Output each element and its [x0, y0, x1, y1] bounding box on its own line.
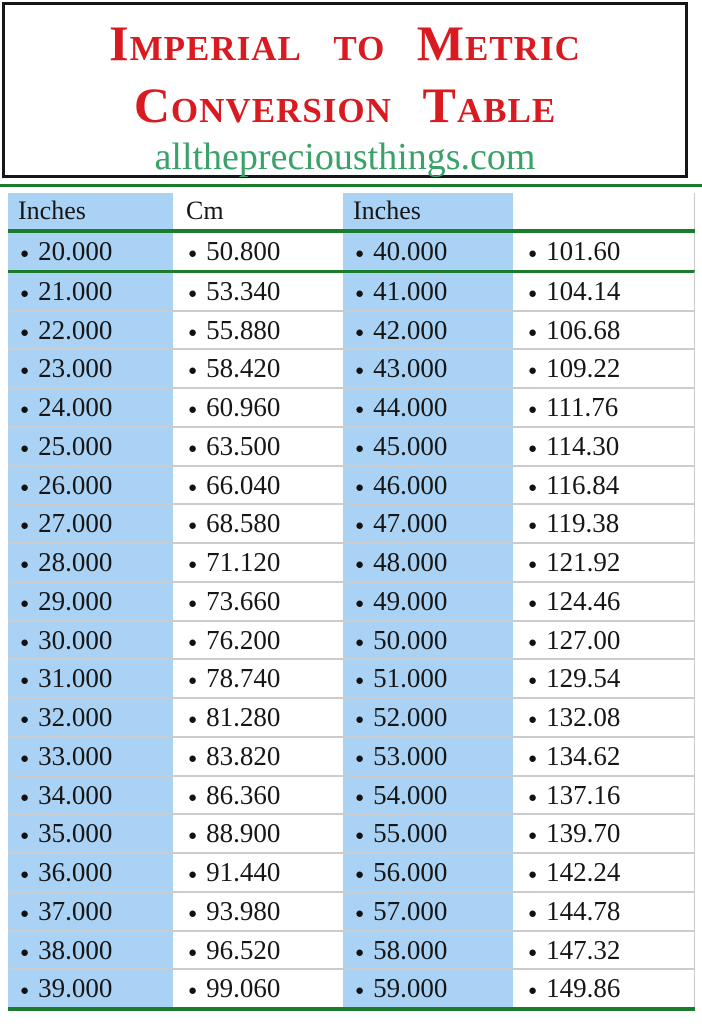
- table-row: [8, 930, 695, 969]
- bullet-icon: ●: [528, 557, 538, 573]
- cell-value: 21.000: [38, 275, 113, 306]
- cell-cm: [516, 970, 694, 1007]
- cell-cm: [176, 389, 340, 426]
- cell-cm: [176, 777, 340, 814]
- bullet-icon: ●: [20, 712, 30, 728]
- cell-inches: [343, 893, 513, 930]
- cell-value: 40.000: [373, 236, 448, 266]
- cell-value: 119.38: [546, 508, 620, 539]
- cell-value: 59.000: [373, 973, 448, 1004]
- conversion-table: [8, 193, 695, 1011]
- cell-value: 144.78: [546, 895, 621, 926]
- cell-value: 142.24: [546, 857, 621, 887]
- bullet-icon: ●: [188, 246, 198, 262]
- cell-value: 57.000: [373, 895, 448, 926]
- cell-value: 127.00: [546, 624, 621, 655]
- column-header-inches-left: Inches: [8, 193, 173, 229]
- cell-value: 114.30: [546, 430, 620, 461]
- bullet-icon: ●: [528, 402, 538, 418]
- cell-value: 41.000: [373, 275, 448, 306]
- cell-inches: [343, 854, 513, 891]
- cell-value: 53.340: [206, 275, 281, 306]
- cell-value: 116.84: [546, 469, 620, 500]
- cell-inches: [8, 777, 173, 814]
- conversion-table-body: [8, 233, 695, 1007]
- bullet-icon: ●: [355, 867, 365, 883]
- cell-value: 55.880: [206, 314, 281, 345]
- cell-cm: [176, 428, 340, 465]
- cell-value: 29.000: [38, 585, 113, 616]
- bullet-icon: ●: [188, 479, 198, 496]
- cell-cm: [516, 467, 694, 504]
- bullet-icon: ●: [528, 324, 538, 341]
- bullet-icon: ●: [528, 595, 538, 612]
- cell-value: 96.520: [206, 934, 281, 965]
- cell-cm: [176, 350, 340, 387]
- cell-value: 34.000: [38, 779, 113, 810]
- cell-value: 58.420: [206, 353, 281, 384]
- cell-value: 91.440: [206, 857, 281, 887]
- cell-value: 129.54: [546, 663, 621, 694]
- cell-value: 63.500: [206, 430, 281, 461]
- cell-inches: [8, 467, 173, 504]
- table-row: [8, 270, 695, 310]
- cell-inches: [8, 699, 173, 736]
- bullet-icon: ●: [528, 983, 538, 1000]
- cell-cm: [176, 932, 340, 969]
- cell-inches: [343, 389, 513, 426]
- column-header-inches-right: Inches: [343, 193, 513, 229]
- cell-value: 32.000: [38, 702, 113, 732]
- cell-cm: [176, 312, 340, 349]
- cell-value: 60.960: [206, 392, 281, 422]
- bullet-icon: ●: [355, 828, 365, 845]
- cell-value: 24.000: [38, 392, 113, 422]
- bullet-icon: ●: [355, 789, 365, 806]
- bullet-icon: ●: [528, 285, 538, 302]
- cell-inches: [343, 273, 513, 310]
- cell-value: 51.000: [373, 663, 448, 694]
- bullet-icon: ●: [188, 867, 198, 883]
- bullet-icon: ●: [20, 750, 30, 767]
- bullet-icon: ●: [20, 944, 30, 961]
- table-row: [8, 620, 695, 659]
- cell-inches: [343, 233, 513, 270]
- bullet-icon: ●: [20, 479, 30, 496]
- table-row: [8, 233, 695, 270]
- cell-cm: [176, 544, 340, 581]
- cell-value: 37.000: [38, 895, 113, 926]
- bullet-icon: ●: [20, 324, 30, 341]
- cell-value: 76.200: [206, 624, 281, 655]
- cell-inches: [8, 233, 173, 270]
- cell-inches: [8, 544, 173, 581]
- cell-inches: [343, 544, 513, 581]
- cell-inches: [8, 738, 173, 775]
- cell-value: 71.120: [206, 547, 281, 577]
- bullet-icon: ●: [528, 479, 538, 496]
- table-bottom-rule: [8, 1007, 695, 1011]
- bullet-icon: ●: [528, 905, 538, 922]
- cell-cm: [176, 622, 340, 659]
- bullet-icon: ●: [355, 479, 365, 496]
- bullet-icon: ●: [188, 905, 198, 922]
- cell-inches: [8, 660, 173, 697]
- cell-value: 50.800: [206, 236, 281, 266]
- cell-value: 33.000: [38, 740, 113, 771]
- bullet-icon: ●: [355, 518, 365, 535]
- cell-inches: [343, 583, 513, 620]
- cell-value: 124.46: [546, 585, 621, 616]
- cell-value: 111.76: [546, 392, 619, 422]
- cell-cm: [516, 312, 694, 349]
- cell-value: 81.280: [206, 702, 281, 732]
- cell-cm: [516, 622, 694, 659]
- bullet-icon: ●: [528, 673, 538, 690]
- website-url: allthepreciousthings.com: [154, 136, 536, 178]
- bullet-icon: ●: [20, 402, 30, 418]
- table-row: [8, 503, 695, 542]
- cell-inches: [8, 932, 173, 969]
- bullet-icon: ●: [188, 363, 198, 380]
- cell-inches: [343, 622, 513, 659]
- page-title-line1: Imperial to Metric: [109, 15, 581, 71]
- cell-value: 106.68: [546, 314, 621, 345]
- cell-inches: [343, 350, 513, 387]
- cell-value: 20.000: [38, 236, 113, 266]
- bullet-icon: ●: [528, 363, 538, 380]
- cell-value: 47.000: [373, 508, 448, 539]
- cell-inches: [343, 660, 513, 697]
- cell-cm: [516, 660, 694, 697]
- table-row: [8, 658, 695, 697]
- bullet-icon: ●: [355, 324, 365, 341]
- cell-cm: [516, 815, 694, 852]
- bullet-icon: ●: [20, 363, 30, 380]
- cell-cm: [516, 350, 694, 387]
- cell-cm: [516, 854, 694, 891]
- cell-value: 88.900: [206, 818, 281, 849]
- bullet-icon: ●: [528, 440, 538, 457]
- cell-inches: [343, 312, 513, 349]
- cell-value: 83.820: [206, 740, 281, 771]
- cell-value: 99.060: [206, 973, 281, 1004]
- cell-value: 139.70: [546, 818, 621, 849]
- cell-cm: [516, 428, 694, 465]
- table-row: [8, 852, 695, 891]
- bullet-icon: ●: [528, 867, 538, 883]
- cell-cm: [176, 273, 340, 310]
- cell-value: 48.000: [373, 547, 448, 577]
- title-box: [2, 2, 688, 178]
- cell-inches: [343, 738, 513, 775]
- cell-cm: [176, 660, 340, 697]
- cell-value: 101.60: [546, 236, 621, 266]
- table-row: [8, 426, 695, 465]
- cell-cm: [176, 467, 340, 504]
- cell-value: 73.660: [206, 585, 281, 616]
- cell-value: 55.000: [373, 818, 448, 849]
- table-row: [8, 387, 695, 426]
- table-row: [8, 697, 695, 736]
- cell-value: 66.040: [206, 469, 281, 500]
- cell-value: 46.000: [373, 469, 448, 500]
- bullet-icon: ●: [528, 518, 538, 535]
- cell-value: 45.000: [373, 430, 448, 461]
- cell-inches: [343, 467, 513, 504]
- cell-inches: [8, 854, 173, 891]
- cell-inches: [8, 312, 173, 349]
- cell-value: 22.000: [38, 314, 113, 345]
- cell-cm: [516, 233, 694, 270]
- bullet-icon: ●: [188, 285, 198, 302]
- bullet-icon: ●: [188, 324, 198, 341]
- cell-value: 25.000: [38, 430, 113, 461]
- cell-cm: [516, 389, 694, 426]
- cell-value: 134.62: [546, 740, 621, 771]
- bullet-icon: ●: [188, 712, 198, 728]
- cell-inches: [8, 389, 173, 426]
- bullet-icon: ●: [20, 828, 30, 845]
- cell-inches: [8, 815, 173, 852]
- cell-inches: [8, 622, 173, 659]
- cell-value: 93.980: [206, 895, 281, 926]
- cell-inches: [343, 428, 513, 465]
- cell-cm: [176, 893, 340, 930]
- cell-cm: [516, 544, 694, 581]
- bullet-icon: ●: [528, 944, 538, 961]
- bullet-icon: ●: [355, 905, 365, 922]
- cell-value: 52.000: [373, 702, 448, 732]
- cell-cm: [176, 815, 340, 852]
- cell-inches: [343, 970, 513, 1007]
- bullet-icon: ●: [20, 867, 30, 883]
- cell-value: 137.16: [546, 779, 621, 810]
- bullet-icon: ●: [355, 750, 365, 767]
- page-title-line2: Conversion Table: [133, 77, 557, 133]
- cell-cm: [516, 932, 694, 969]
- bullet-icon: ●: [528, 750, 538, 767]
- bullet-icon: ●: [355, 440, 365, 457]
- cell-cm: [176, 738, 340, 775]
- cell-value: 58.000: [373, 934, 448, 965]
- bullet-icon: ●: [188, 673, 198, 690]
- bullet-icon: ●: [20, 518, 30, 535]
- bullet-icon: ●: [355, 285, 365, 302]
- bullet-icon: ●: [528, 789, 538, 806]
- cell-value: 30.000: [38, 624, 113, 655]
- table-row: [8, 465, 695, 504]
- bullet-icon: ●: [355, 983, 365, 1000]
- cell-cm: [516, 738, 694, 775]
- bullet-icon: ●: [20, 905, 30, 922]
- cell-cm: [176, 699, 340, 736]
- bullet-icon: ●: [188, 983, 198, 1000]
- table-row: [8, 775, 695, 814]
- bullet-icon: ●: [20, 595, 30, 612]
- bullet-icon: ●: [20, 789, 30, 806]
- bullet-icon: ●: [20, 983, 30, 1000]
- table-row: [8, 348, 695, 387]
- bullet-icon: ●: [188, 828, 198, 845]
- cell-value: 56.000: [373, 857, 448, 887]
- bullet-icon: ●: [188, 518, 198, 535]
- cell-value: 31.000: [38, 663, 113, 694]
- cell-value: 43.000: [373, 353, 448, 384]
- table-row: [8, 736, 695, 775]
- cell-value: 42.000: [373, 314, 448, 345]
- bullet-icon: ●: [188, 440, 198, 457]
- cell-inches: [8, 428, 173, 465]
- bullet-icon: ●: [20, 673, 30, 690]
- bullet-icon: ●: [20, 246, 30, 262]
- bullet-icon: ●: [355, 712, 365, 728]
- bullet-icon: ●: [20, 285, 30, 302]
- cell-inches: [8, 583, 173, 620]
- bullet-icon: ●: [355, 634, 365, 651]
- cell-value: 27.000: [38, 508, 113, 539]
- cell-inches: [8, 970, 173, 1007]
- table-row: [8, 542, 695, 581]
- cell-cm: [516, 505, 694, 542]
- cell-cm: [516, 699, 694, 736]
- cell-cm: [176, 505, 340, 542]
- bullet-icon: ●: [355, 944, 365, 961]
- bullet-icon: ●: [355, 246, 365, 262]
- table-row: [8, 891, 695, 930]
- cell-value: 132.08: [546, 702, 621, 732]
- cell-inches: [8, 893, 173, 930]
- cell-value: 28.000: [38, 547, 113, 577]
- bullet-icon: ●: [188, 595, 198, 612]
- bullet-icon: ●: [355, 363, 365, 380]
- cell-value: 109.22: [546, 353, 621, 384]
- cell-value: 36.000: [38, 857, 113, 887]
- cell-cm: [176, 970, 340, 1007]
- cell-inches: [343, 777, 513, 814]
- cell-inches: [343, 505, 513, 542]
- cell-value: 39.000: [38, 973, 113, 1004]
- header-divider-rule: [0, 184, 702, 187]
- bullet-icon: ●: [20, 557, 30, 573]
- cell-value: 86.360: [206, 779, 281, 810]
- cell-cm: [516, 273, 694, 310]
- bullet-icon: ●: [355, 402, 365, 418]
- cell-value: 23.000: [38, 353, 113, 384]
- cell-value: 121.92: [546, 547, 621, 577]
- cell-cm: [516, 583, 694, 620]
- cell-value: 53.000: [373, 740, 448, 771]
- cell-value: 78.740: [206, 663, 281, 694]
- bullet-icon: ●: [188, 789, 198, 806]
- bullet-icon: ●: [188, 634, 198, 651]
- bullet-icon: ●: [188, 750, 198, 767]
- cell-value: 49.000: [373, 585, 448, 616]
- cell-inches: [343, 815, 513, 852]
- bullet-icon: ●: [355, 595, 365, 612]
- cell-inches: [8, 350, 173, 387]
- cell-value: 35.000: [38, 818, 113, 849]
- cell-cm: [176, 854, 340, 891]
- column-header-cm-left: Cm: [176, 193, 340, 229]
- cell-inches: [8, 505, 173, 542]
- cell-value: 38.000: [38, 934, 113, 965]
- cell-cm: [516, 777, 694, 814]
- cell-value: 68.580: [206, 508, 281, 539]
- cell-value: 50.000: [373, 624, 448, 655]
- cell-value: 26.000: [38, 469, 113, 500]
- bullet-icon: ●: [355, 673, 365, 690]
- cell-value: 54.000: [373, 779, 448, 810]
- bullet-icon: ●: [528, 246, 538, 262]
- cell-cm: [176, 583, 340, 620]
- table-header-row: [8, 193, 695, 229]
- cell-cm: [516, 893, 694, 930]
- bullet-icon: ●: [528, 828, 538, 845]
- bullet-icon: ●: [528, 634, 538, 651]
- cell-inches: [343, 932, 513, 969]
- cell-cm: [176, 233, 340, 270]
- bullet-icon: ●: [188, 944, 198, 961]
- cell-inches: [8, 273, 173, 310]
- cell-value: 44.000: [373, 392, 448, 422]
- table-row: [8, 813, 695, 852]
- cell-value: 149.86: [546, 973, 621, 1004]
- bullet-icon: ●: [20, 440, 30, 457]
- cell-value: 104.14: [546, 275, 621, 306]
- bullet-icon: ●: [188, 557, 198, 573]
- cell-inches: [343, 699, 513, 736]
- table-row: [8, 968, 695, 1007]
- bullet-icon: ●: [355, 557, 365, 573]
- column-header-cm-right: [516, 193, 694, 229]
- bullet-icon: ●: [188, 402, 198, 418]
- bullet-icon: ●: [528, 712, 538, 728]
- table-row: [8, 310, 695, 349]
- cell-value: 147.32: [546, 934, 621, 965]
- bullet-icon: ●: [20, 634, 30, 651]
- table-row: [8, 581, 695, 620]
